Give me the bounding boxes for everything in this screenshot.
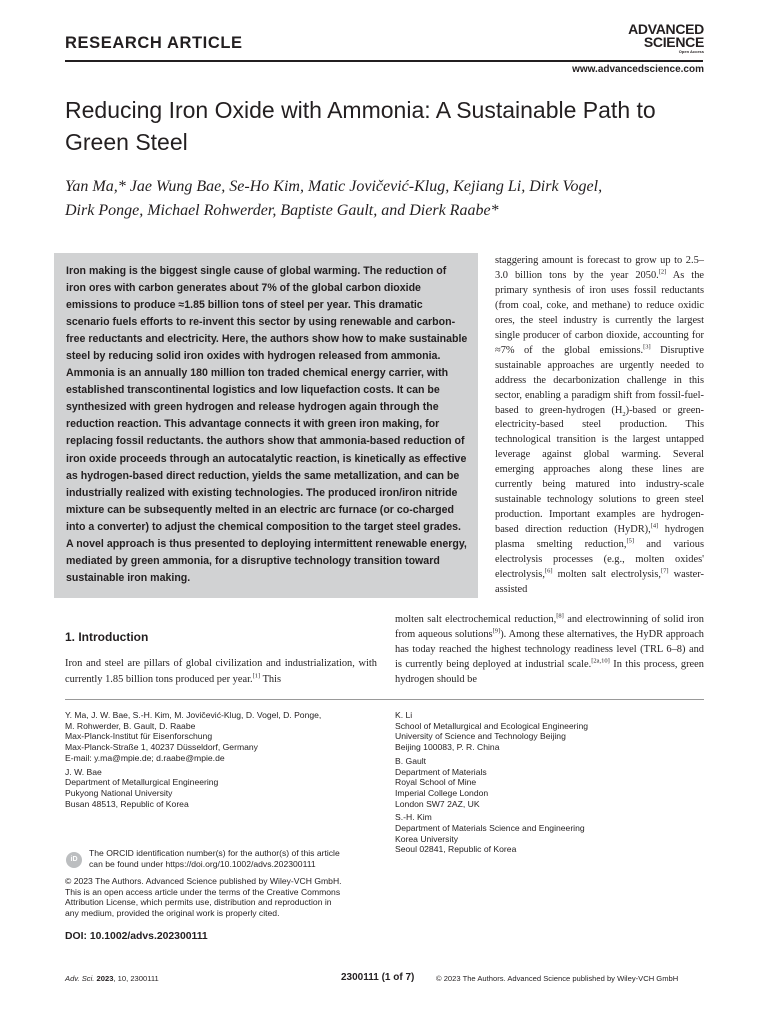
license-note: © 2023 The Authors. Advanced Science published by Wiley-VCH GmbH. This is an open access article under the terms of the Creative Commons Attribution License, which permits use, distribution and reproduction in any medium, provided the original work is properly cited. [65, 876, 342, 919]
email-link[interactable]: E-mail: y.ma@mpie.de; d.raabe@mpie.de [65, 752, 225, 763]
body-right-continuation: molten salt electrochemical reduction,[8] and electrowinning of solid iron from aqueous solutions[9]). Among these alternatives, the HyDR approach has today reached the highest technology readiness level (TRL 6–8) and is currently being deployed at industrial scale.[2a,10] In this process, green hydrogen should be [395, 612, 704, 685]
affiliation-group: J. W. Bae Department of Metallurgical Engineering Pukyong National University Busan 48513, Republic of Korea [65, 766, 219, 809]
affiliation-group: Y. Ma, J. W. Bae, S.-H. Kim, M. Jovičević-Klug, D. Vogel, D. Ponge, M. Rohwerder, B. Gault, D. Raabe Max-Planck-Institut für Eisenforschung Max-Planck-Straße 1, 40237 Düsseldorf, Germany E-mail: y.ma@mpie.de; d.raabe@mpie.de [65, 710, 385, 764]
body-right-column: staggering amount is forecast to grow up to 2.5–3.0 billion tons by the year 2050.[2] As the primary synthesis of iron uses fossil reductants (from coal, coke, and methane) to reduce oxidic ores, the steel industry is currently the largest single producer of carbon dioxide, accounting for ≈7% of the global emissions.[3] Disruptive sustainable approaches are urgently needed to address the decarbonization challenge in this sector, enabling a paradigm shift from fossil-fuel-based to green-hydrogen $(H_2)$-based or green-electricity-based steel production. This technological transition is the largest untapped leverage against global warming. Several emerging approaches along these lines are currently being matured into industry-scale sustainable technology solutions to green steel production. Important examples are hydrogen-based direction reduction (HyDR),[4] hydrogen plasma smelting reduction,[5] and various electrolysis processes (e.g., molten oxides' electrolysis,[6] molten salt electrolysis,[7] waster-assisted [495, 255, 705, 595]
ref-link[interactable]: [9] [492, 627, 501, 635]
footer-citation: Adv. Sci. 2023, 10, 2300111 [65, 974, 159, 983]
journal-url-link[interactable]: www.advancedscience.com [572, 64, 704, 75]
ref-link[interactable]: [8] [556, 612, 564, 620]
ref-link[interactable]: [1] [252, 672, 261, 680]
ref-link[interactable]: [2a,10] [591, 657, 610, 665]
journal-logo [628, 23, 704, 55]
doi-link[interactable]: DOI: 10.1002/advs.202300111 [65, 931, 208, 942]
affiliations-right [395, 710, 715, 858]
ref-link[interactable]: [6] [544, 567, 553, 575]
ref-link[interactable]: [3] [643, 343, 651, 351]
logo-line-2: SCIENCE [643, 34, 704, 50]
abstract-text: Iron making is the biggest single cause of global warming. The reduction of iron ores with carbon generates about 7% of the global carbon dioxide emissions to produce ≈1.85 billion tons of steel per year. This dramatic scenario fuels efforts to re-invent this sector by using renewable and carbon-free reductants and electricity. Here, the authors show how to make sustainable steel by reducing solid iron oxides with hydrogen released from ammonia. Ammonia is an annually 180 million ton traded chemical energy carrier, with established transcontinental logistics and low liquefaction costs. It can be synthesized with green hydrogen and release hydrogen again through the reduction reaction. This advantage connects it with green iron making, for replacing fossil reductants. the authors show that ammonia-based reduction of iron oxide proceeds through an autocatalytic reaction, is kinetically as effective as hydrogen-based direct reduction, yields the same metallization, and can be industrially realized with existing technologies. The produced iron/iron nitride mixture can be subsequently melted in an electric arc furnace (or co-charged into a converter) to adjust the chemical composition to the target steel grades. A novel approach is thus presented to deploying intermittent renewable energy, mediated by green ammonia, for a disruptive technology transition toward sustainable iron making. [66, 265, 468, 584]
orcid-icon: iD [66, 852, 82, 868]
affiliation-group: B. Gault Department of Materials Royal School of Mine Imperial College London London SW7 2AZ, UK [395, 755, 489, 809]
logo-line-1: ADVANCED [628, 21, 704, 37]
author-line-1: Yan Ma,* Jae Wung Bae, Se-Ho Kim, Matic Jovičević-Klug, Kejiang Li, Dirk Vogel, [65, 178, 603, 195]
ref-link[interactable]: [4] [650, 522, 659, 530]
header-rule [65, 60, 703, 62]
article-type-label: RESEARCH ARTICLE [65, 34, 243, 52]
affiliations-left [65, 710, 385, 812]
page-number: 2300111 (1 of 7) [341, 972, 415, 983]
section-heading: 1. Introduction [65, 630, 149, 644]
intro-paragraph: Iron and steel are pillars of global civilization and industrialization, with currently 1.85 billion tons produced per year.[1] This [65, 658, 377, 685]
affiliation-group: S.-H. Kim Department of Materials Science and Engineering Korea University Seoul 02841, Republic of Korea [395, 812, 585, 855]
ref-link[interactable]: [2] [658, 268, 667, 276]
orcid-note: The ORCID identification number(s) for the author(s) of this article can be found under https://doi.org/10.1002/advs.202300111 [89, 848, 389, 869]
author-line-2: Dirk Ponge, Michael Rohwerder, Baptiste Gault, and Dierk Raabe* [65, 202, 499, 219]
ref-link[interactable]: [7] [660, 567, 669, 575]
footer-copyright: © 2023 The Authors. Advanced Science published by Wiley-VCH GmbH [436, 974, 679, 983]
ref-link[interactable]: [5] [626, 537, 635, 545]
logo-line-3: Open Access [678, 49, 704, 54]
footnote-separator [65, 699, 704, 700]
affiliation-group: K. Li School of Metallurgical and Ecological Engineering University of Science and Technology Beijing Beijing 100083, P. R. China [395, 710, 588, 753]
orcid-link[interactable]: can be found under https://doi.org/10.1002/advs.202300111 [89, 858, 316, 869]
abstract-box [54, 253, 478, 598]
article-title: Reducing Iron Oxide with Ammonia: A Sustainable Path to Green Steel [65, 97, 656, 155]
author-list [65, 175, 715, 223]
